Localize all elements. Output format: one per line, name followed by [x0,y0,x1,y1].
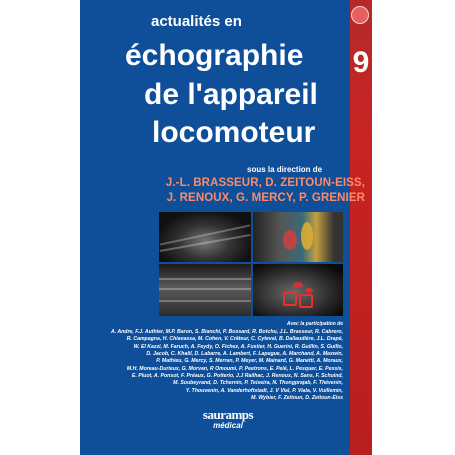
title-line-3: locomoteur [152,116,316,149]
series-number: 9 [352,46,370,79]
ultrasound-image-4 [253,264,343,316]
arrow-marker-icon [283,292,297,306]
contributors-line: M. Soubeyrand, D. Tchernin, P. Teixeira, N. Thongprajab, F. Thévenin, [173,380,343,386]
contributors-line: P. Mathieu, G. Mercy, S. Merran, P. Meyer, M. Mainard, G. Manetti, A. Moraux, [156,358,343,364]
ultrasound-image-1 [159,212,251,262]
arrow-marker-icon [299,294,313,308]
ultrasound-image-3 [159,264,251,316]
contributors-line: R. Campagna, H. Chiavassa, M. Cohen, V. Crâteur, C. Cyteval, B. Dallaudière, J.L. Drapé, [126,336,343,342]
publisher-imprint: médical [213,421,243,430]
contributors-heading: Avec la participation de [286,321,343,327]
contributors-line: Y. Thouvenin, A. Vanderhoftstadt, J. V Vial, P. Viala, V. Vuillemin, [185,388,343,394]
publisher-name: sauramps [202,407,254,422]
contributors-line: M. Wybier, F. Zeitoun, D. Zeitoun-Eiss [251,395,343,401]
title-top-line: actualités en [151,13,242,30]
editors-line-1: J.-L. BRASSEUR, D. ZEITOUN-EISS, [165,177,365,189]
contributors-line: W. El Kazzi, M. Faruch, A. Feydy, O. Fichez, A. Fustier, H. Guerini, R. Guillin, S. Guillo, [133,344,343,350]
contributors-line: M.H. Moreau-Durieux, G. Morvan, R Omoumi, P. Peetrons, E. Pelé, L. Pesquer, E. Pessis, [126,366,343,372]
cover-spine-band [350,0,372,455]
contributors-line: E. Pluot, A. Ponsot, F. Préaux, G. Potterio, J.J Railhac, J. Renoux, N. Sans, F. Schuind, [131,373,343,379]
contributors-line: A. Andre, F.J. Authier, M.P. Baron, S. Bianchi, P. Bossard, R. Botchu, J.L. Brasseur, R. Cabrero, [110,329,343,335]
publisher-logo [198,408,258,430]
series-logo-icon [351,6,369,24]
title-line-1: échographie [125,39,304,72]
title-line-2: de l'appareil [144,78,318,111]
editors-line-2: J. RENOUX, G. MERCY, P. GRENIER [166,192,365,204]
subtitle: sous la direction de [247,165,323,174]
contributors-line: D. Jacob, C. Khalil, D. Labarre, A. Lambert, F. Lapegue, A. Marchand, A. Maxwin, [146,351,343,357]
ultrasound-image-2 [253,212,343,262]
